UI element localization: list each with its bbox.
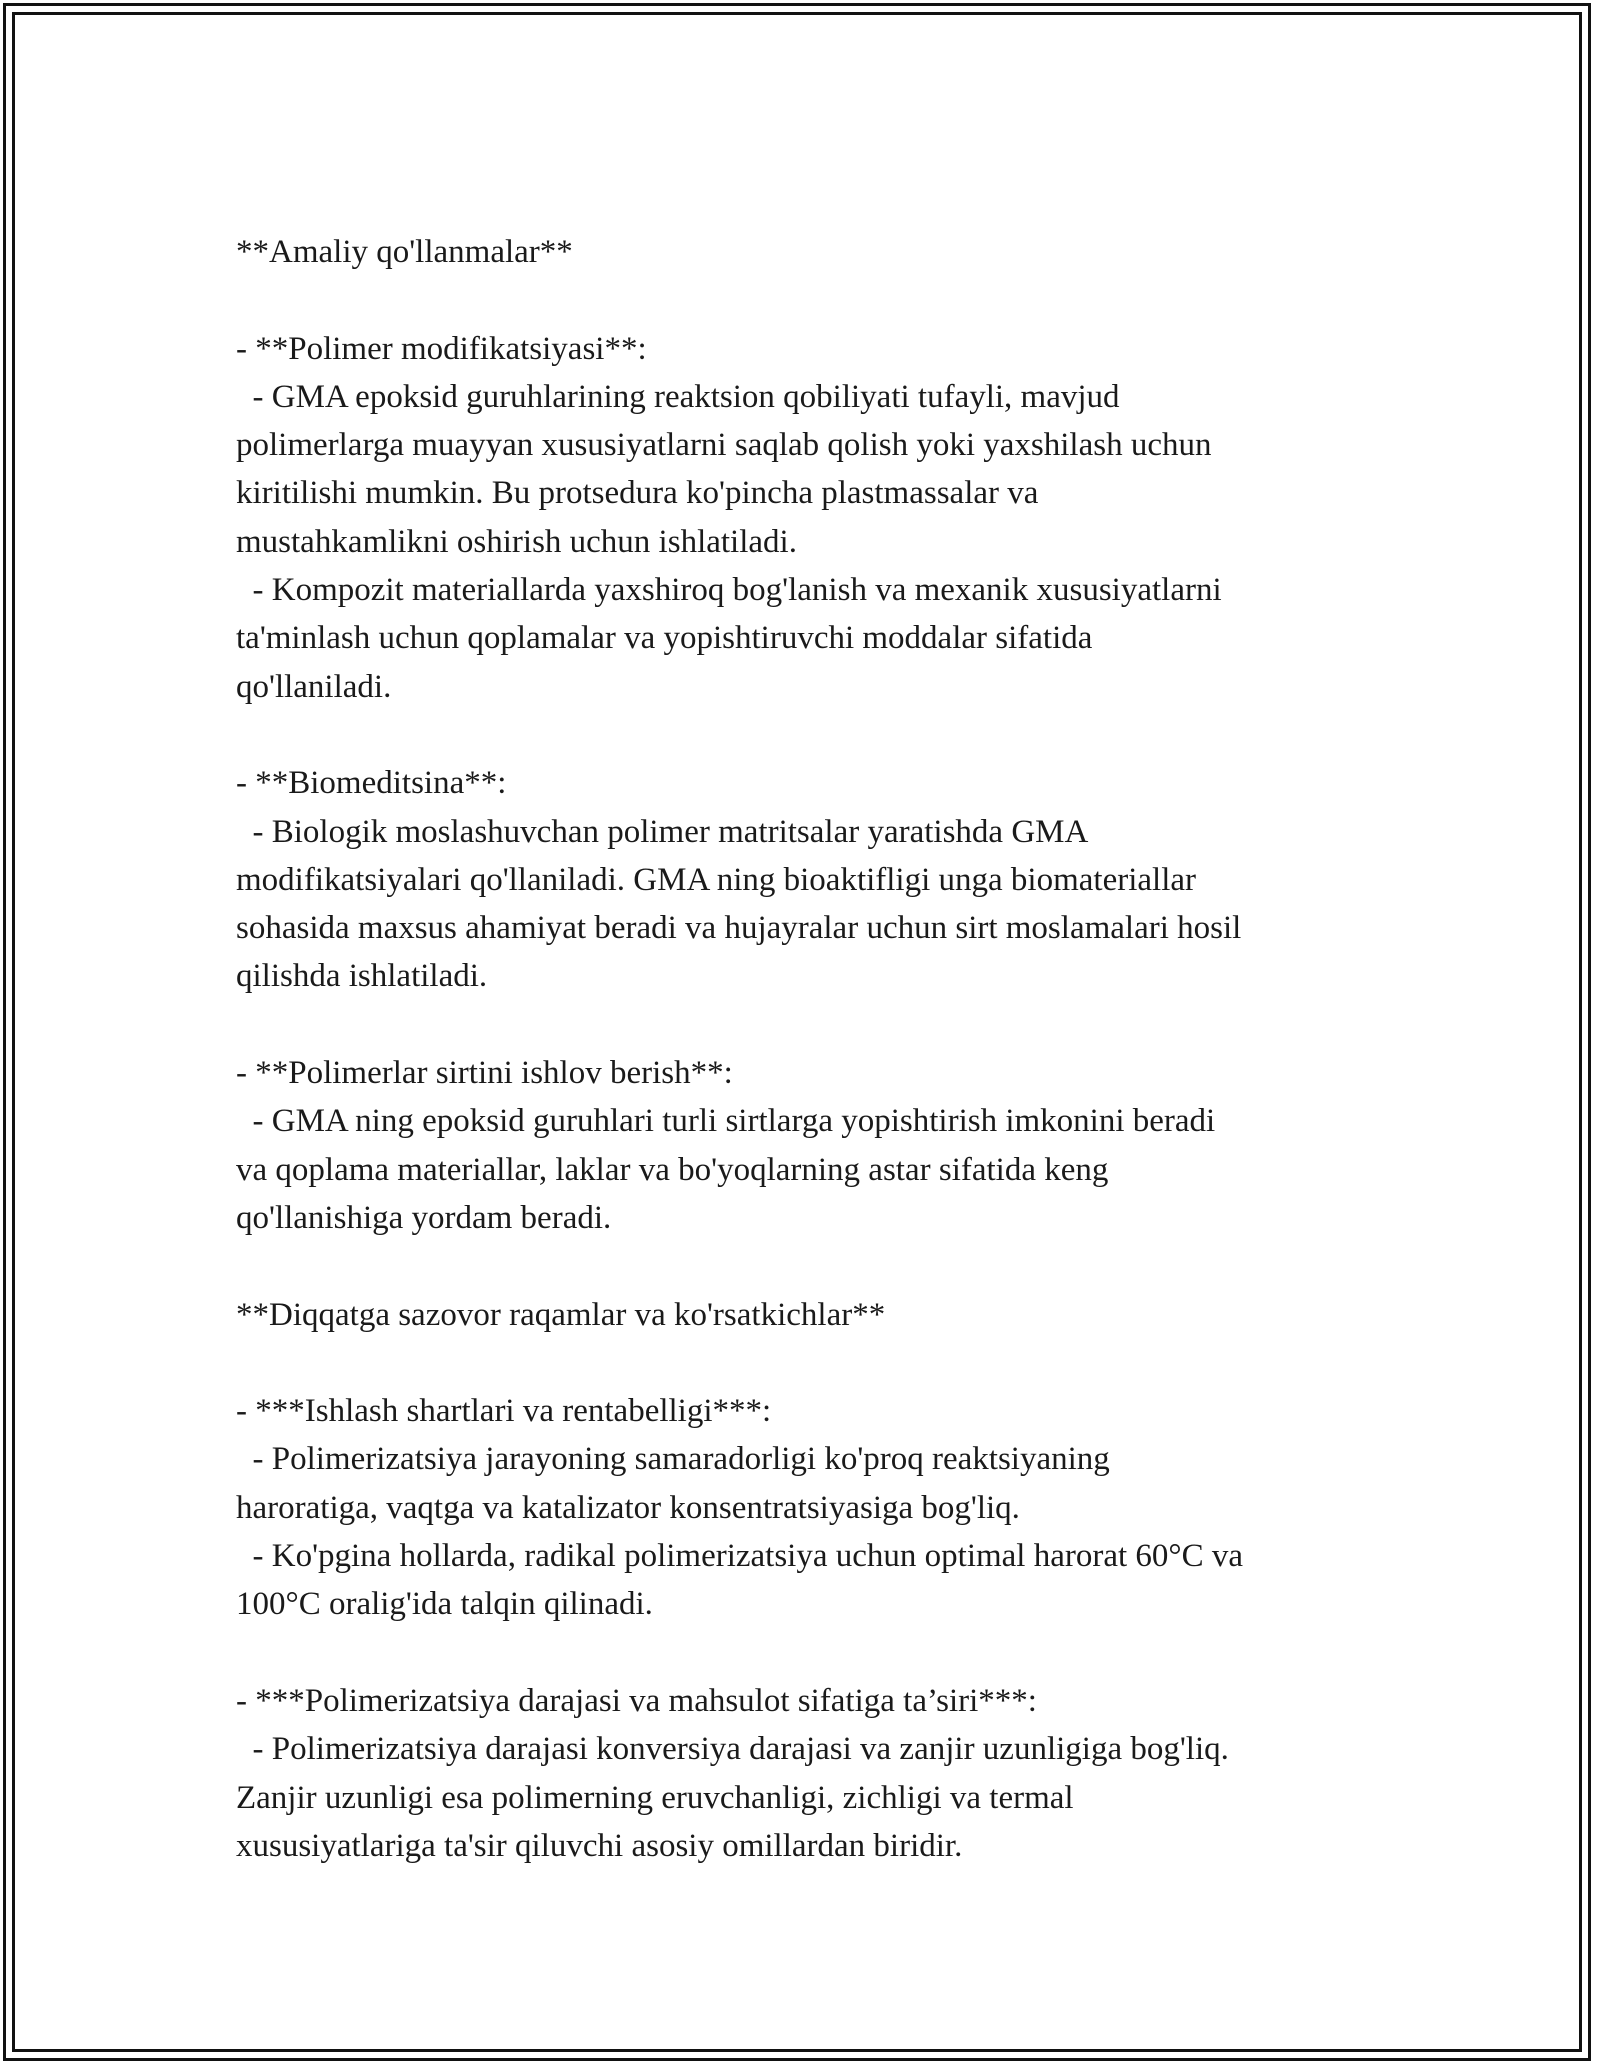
document-body xyxy=(236,228,1386,1870)
text-line: 100°C oralig'ida talqin qilinadi. xyxy=(236,1586,653,1623)
text-line: qilishda ishlatiladi. xyxy=(236,958,488,995)
blank-line xyxy=(236,1629,1386,1677)
blank-line xyxy=(236,1242,1386,1290)
text-line: - GMA ning epoksid guruhlari turli sirtlarga yopishtirish imkonini beradi xyxy=(236,1103,1216,1140)
blank-line xyxy=(236,1001,1386,1049)
text-line: - GMA epoksid guruhlarining reaktsion qobiliyati tufayli, mavjud xyxy=(236,378,1120,415)
text-line: ta'minlash uchun qoplamalar va yopishtiruvchi moddalar sifatida xyxy=(236,620,1093,657)
text-line: - ***Ishlash shartlari va rentabelligi***: xyxy=(236,1393,772,1430)
text-line: qo'llaniladi. xyxy=(236,668,392,705)
text-line: - **Biomeditsina**: xyxy=(236,765,507,802)
text-line: sohasida maxsus ahamiyat beradi va hujayralar uchun sirt moslamalari hosil xyxy=(236,910,1242,947)
text-line: Zanjir uzunligi esa polimerning eruvchanligi, zichligi va termal xyxy=(236,1779,1074,1816)
text-line: - **Polimer modifikatsiyasi**: xyxy=(236,330,647,367)
text-line: - ***Polimerizatsiya darajasi va mahsulot sifatiga ta’siri***: xyxy=(236,1682,1037,1719)
text-line: - Ko'pgina hollarda, radikal polimerizatsiya uchun optimal harorat 60°C va xyxy=(236,1538,1244,1575)
text-line: - Kompozit materiallarda yaxshiroq bog'lanish va mexanik xususiyatlarni xyxy=(236,572,1222,609)
text-line: mustahkamlikni oshirish uchun ishlatiladi. xyxy=(236,523,797,560)
blank-line xyxy=(236,276,1386,324)
text-line: - Polimerizatsiya jarayoning samaradorligi ko'proq reaktsiyaning xyxy=(236,1441,1110,1478)
text-line: va qoplama materiallar, laklar va bo'yoqlarning astar sifatida keng xyxy=(236,1151,1109,1188)
text-line: polimerlarga muayyan xususiyatlarni saqlab qolish yoki yaxshilash uchun xyxy=(236,427,1212,464)
text-line: kiritilishi mumkin. Bu protsedura ko'pincha plastmassalar va xyxy=(236,475,1039,512)
text-line: xususiyatlariga ta'sir qiluvchi asosiy omillardan biridir. xyxy=(236,1827,963,1864)
text-line: - Polimerizatsiya darajasi konversiya darajasi va zanjir uzunligiga bog'liq. xyxy=(236,1731,1229,1768)
text-line: **Diqqatga sazovor raqamlar va ko'rsatkichlar** xyxy=(236,1296,886,1333)
blank-line xyxy=(236,1339,1386,1387)
text-line: qo'llanishiga yordam beradi. xyxy=(236,1199,612,1236)
text-line: haroratiga, vaqtga va katalizator konsentratsiyasiga bog'liq. xyxy=(236,1489,1020,1526)
text-line: **Amaliy qo'llanmalar** xyxy=(236,234,573,270)
blank-line xyxy=(236,711,1386,759)
text-line: modifikatsiyalari qo'llaniladi. GMA ning bioaktifligi unga biomateriallar xyxy=(236,861,1196,898)
text-line: - **Polimerlar sirtini ishlov berish**: xyxy=(236,1055,733,1092)
text-line: - Biologik moslashuvchan polimer matritsalar yaratishda GMA xyxy=(236,813,1089,850)
